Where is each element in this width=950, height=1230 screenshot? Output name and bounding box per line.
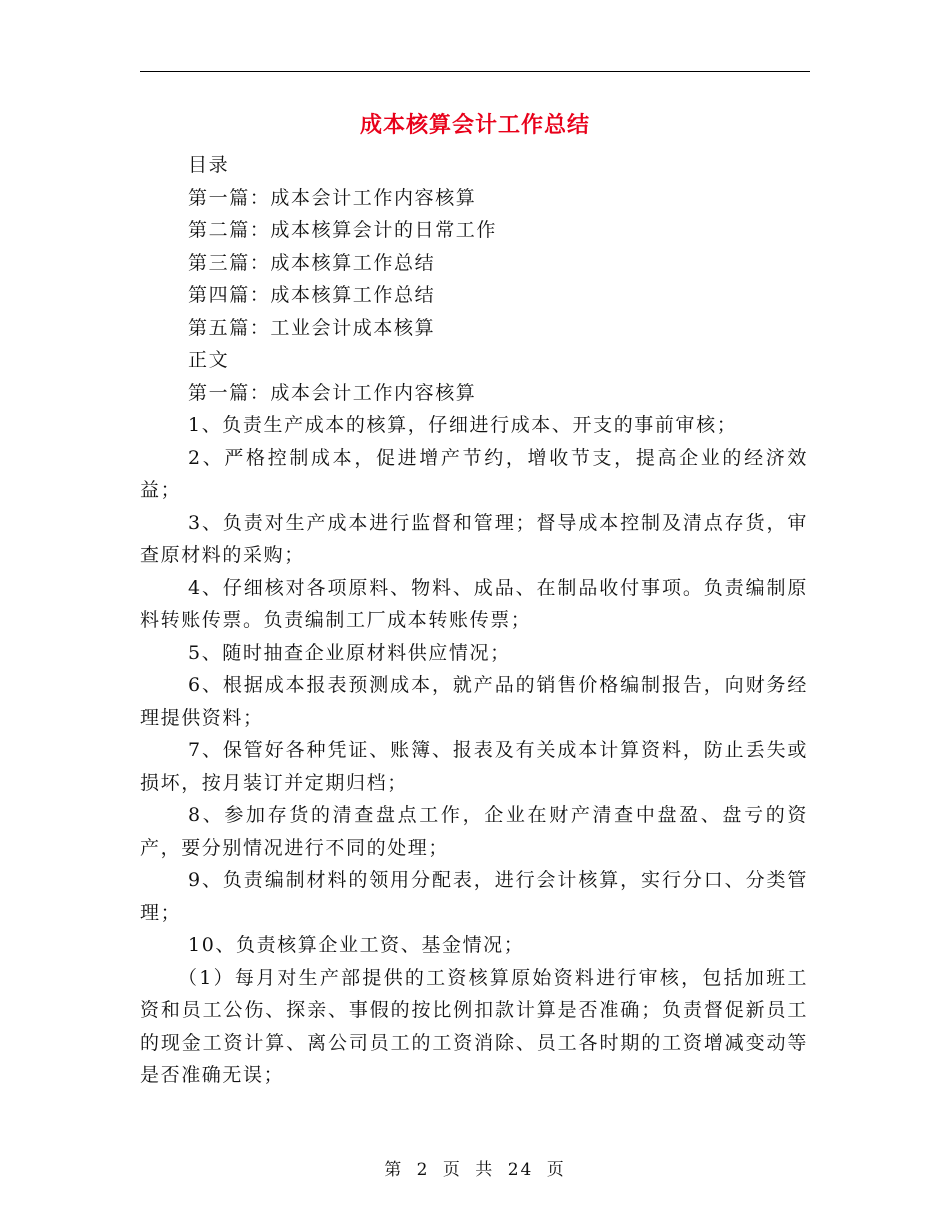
paragraph: 7、保管好各种凭证、账簿、报表及有关成本计算资料，防止丢失或损坏，按月装订并定期归档； <box>140 739 808 794</box>
footer-prefix: 第 <box>384 1160 404 1180</box>
paragraph: 5、随时抽查企业原材料供应情况； <box>188 641 511 664</box>
footer-page-number: 2 <box>416 1160 430 1180</box>
page-footer <box>0 1155 950 1180</box>
body-heading: 正文 <box>188 349 230 371</box>
toc-item: 第三篇：成本核算工作总结 <box>188 251 436 274</box>
toc-item: 第四篇：成本核算工作总结 <box>188 284 436 306</box>
paragraph: 2、严格控制成本，促进增产节约，增收节支，提高企业的经济效益； <box>140 446 808 501</box>
document-body <box>140 149 808 1092</box>
document-title: 成本核算会计工作总结 <box>359 113 590 138</box>
footer-total-pages: 24 <box>507 1160 534 1180</box>
paragraph: 9、负责编制材料的领用分配表，进行会计核算，实行分口、分类管理； <box>140 869 808 924</box>
paragraph: 1、负责生产成本的核算，仔细进行成本、开支的事前审核； <box>188 414 738 436</box>
sub-paragraph: （1）每月对生产部提供的工资核算原始资料进行审核，包括加班工资和员工公伤、探亲、事假的按比例扣款计算是否准确；负责督促新员工的现金工资计算、离公司员工的工资消除、员工各时期的工资增减变动等是否准确无误； <box>140 966 808 1086</box>
toc-item: 第二篇：成本核算会计的日常工作 <box>188 219 498 241</box>
toc-heading: 目录 <box>188 154 230 176</box>
header-rule <box>140 71 810 72</box>
footer-suffix: 页 <box>546 1160 566 1180</box>
footer-page-word: 页 <box>442 1160 462 1180</box>
paragraph: 6、根据成本报表预测成本，就产品的销售价格编制报告，向财务经理提供资料； <box>140 674 808 729</box>
paragraph: 10、负责核算企业工资、基金情况； <box>188 934 525 956</box>
section-heading: 第一篇：成本会计工作内容核算 <box>188 381 477 404</box>
footer-total-word: 共 <box>475 1160 495 1180</box>
paragraph: 8、参加存货的清查盘点工作，企业在财产清查中盘盈、盘亏的资产，要分别情况进行不同的处理； <box>140 804 808 859</box>
toc-item: 第一篇：成本会计工作内容核算 <box>188 186 477 209</box>
paragraph: 4、仔细核对各项原料、物料、成品、在制品收付事项。负责编制原料转账传票。负责编制工厂成本转账传票； <box>140 576 808 631</box>
paragraph: 3、负责对生产成本进行监督和管理；督导成本控制及清点存货，审查原材料的采购； <box>140 511 808 566</box>
toc-item: 第五篇：工业会计成本核算 <box>188 316 436 339</box>
